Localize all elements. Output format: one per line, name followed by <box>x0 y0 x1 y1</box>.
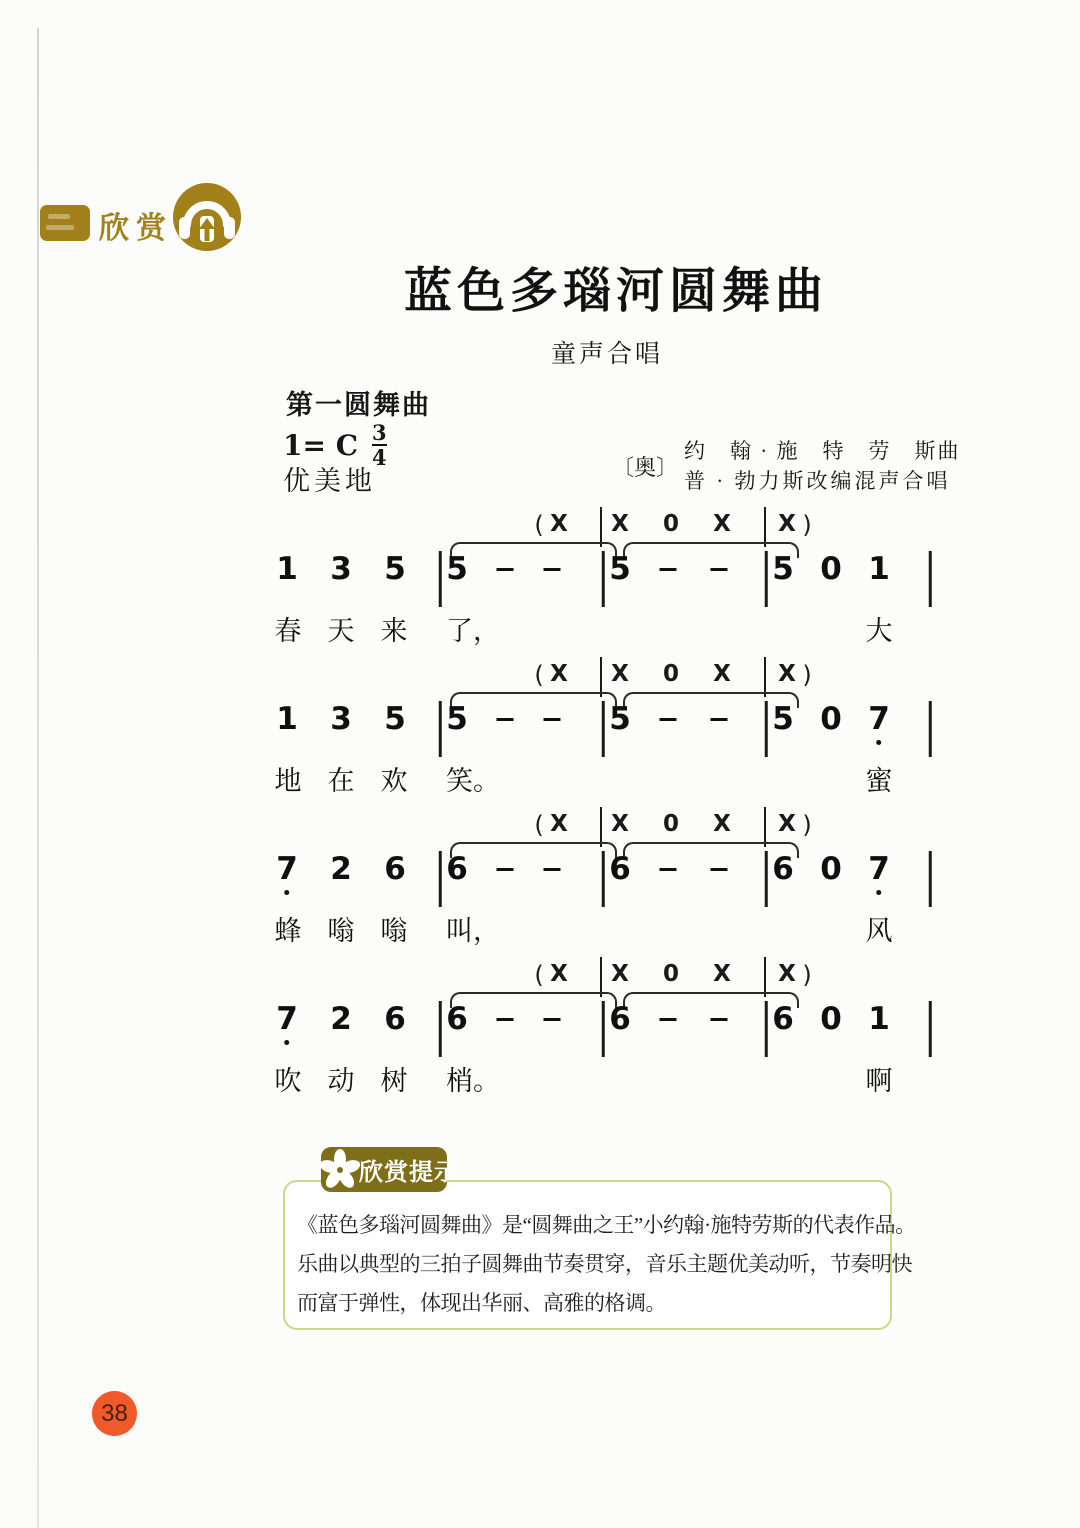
perc-token: 0 <box>662 961 680 987</box>
perc-token: X <box>550 661 568 687</box>
perc-token: 0 <box>662 511 680 537</box>
dash-note <box>497 568 514 571</box>
hint-badge-label: 欣赏提示 <box>359 1159 459 1186</box>
dash-note <box>711 568 728 571</box>
hint-line: 而富于弹性，体现出华丽、高雅的格调。 <box>297 1291 666 1315</box>
perc-token: X <box>550 511 568 537</box>
perc-barline <box>764 807 766 847</box>
dash-note <box>660 1018 677 1021</box>
score-system-3 <box>0 805 1080 955</box>
barline <box>929 1001 932 1057</box>
perc-token: X <box>611 511 629 537</box>
note: 0 <box>820 851 842 887</box>
dash-note <box>497 1018 514 1021</box>
appreciation-label: 欣赏 <box>99 212 173 245</box>
lyric: 天 <box>327 616 355 646</box>
perc-barline <box>764 957 766 997</box>
note: 6 <box>446 851 468 887</box>
perc-token: X <box>778 811 796 837</box>
perc-token: ) <box>802 961 812 989</box>
perc-token: X <box>550 811 568 837</box>
lyric: 蜂 <box>274 916 302 946</box>
dash-note <box>497 718 514 721</box>
note: 5 <box>772 701 794 737</box>
perc-token: 0 <box>662 811 680 837</box>
note: 6 <box>446 1001 468 1037</box>
barline <box>765 551 768 607</box>
note: 5 <box>446 551 468 587</box>
note: 7 <box>276 851 298 887</box>
lyric: 风 <box>865 916 893 946</box>
barline <box>929 551 932 607</box>
song-title: 蓝色多瑙河圆舞曲 <box>404 265 829 318</box>
barline <box>765 851 768 907</box>
note: 5 <box>609 551 631 587</box>
dash-note <box>497 868 514 871</box>
perc-token: ( <box>534 961 544 989</box>
barline <box>602 701 605 757</box>
composer-line1: 约 翰 · 施 特 劳 斯曲 <box>684 439 961 463</box>
note: 7 <box>276 1001 298 1037</box>
perc-barline <box>600 507 602 547</box>
hint-line: 乐曲以典型的三拍子圆舞曲节奏贯穿，音乐主题优美动听，节奏明快 <box>297 1252 912 1276</box>
lyric: 了， <box>445 616 500 646</box>
dash-note <box>711 1018 728 1021</box>
perc-token: ) <box>802 661 812 689</box>
dash-note <box>544 868 561 871</box>
tie-arc <box>450 542 617 558</box>
perc-token: 0 <box>662 661 680 687</box>
note: 6 <box>609 1001 631 1037</box>
perc-token: X <box>611 661 629 687</box>
barline <box>929 701 932 757</box>
note: 6 <box>772 1001 794 1037</box>
perc-token: ( <box>534 811 544 839</box>
dash-note <box>544 1018 561 1021</box>
note: 6 <box>609 851 631 887</box>
lyric: 动 <box>327 1066 355 1096</box>
note: 3 <box>330 701 352 737</box>
note: 5 <box>384 701 406 737</box>
perc-token: X <box>611 961 629 987</box>
note: 2 <box>330 1001 352 1037</box>
barline <box>602 1001 605 1057</box>
perc-token: X <box>550 961 568 987</box>
perc-token: X <box>778 961 796 987</box>
lyric: 叫， <box>445 916 500 946</box>
barline <box>439 1001 442 1057</box>
note: 0 <box>820 1001 842 1037</box>
lyric: 在 <box>327 766 355 796</box>
lyric: 吹 <box>274 1066 302 1096</box>
perc-token: X <box>713 811 731 837</box>
dash-note <box>544 568 561 571</box>
lyric: 嗡 <box>380 916 408 946</box>
flag-block <box>40 205 90 241</box>
barline <box>602 851 605 907</box>
time-signature: $\frac{3}{4}$ <box>371 420 387 470</box>
barline <box>602 551 605 607</box>
tie-arc <box>450 992 617 1008</box>
lyric: 大 <box>865 616 893 646</box>
composer-origin: 〔奥〕 <box>612 454 679 480</box>
composer-line2: 普 · 勃力斯改编混声合唱 <box>684 469 951 493</box>
lyric: 嗡 <box>327 916 355 946</box>
note: 6 <box>772 851 794 887</box>
note: 0 <box>820 701 842 737</box>
barline <box>765 701 768 757</box>
note: 5 <box>446 701 468 737</box>
barline <box>439 701 442 757</box>
perc-barline <box>764 507 766 547</box>
perc-barline <box>600 657 602 697</box>
lyric: 地 <box>274 766 302 796</box>
dash-note <box>660 568 677 571</box>
note: 3 <box>330 551 352 587</box>
dash-note <box>660 718 677 721</box>
score-system-4 <box>0 955 1080 1105</box>
tie-arc <box>450 842 617 858</box>
song-subtitle: 童声合唱 <box>551 341 664 368</box>
tempo-marking: 优美地 <box>283 466 376 496</box>
key-text: 1= C <box>283 428 358 462</box>
lyric: 笑。 <box>445 766 500 796</box>
movement-heading: 第一圆舞曲 <box>286 390 431 420</box>
perc-token: X <box>713 961 731 987</box>
perc-barline <box>600 807 602 847</box>
lyric: 来 <box>380 616 408 646</box>
perc-token: X <box>713 511 731 537</box>
perc-token: ( <box>534 661 544 689</box>
note: 1 <box>868 1001 890 1037</box>
note: 2 <box>330 851 352 887</box>
hint-badge <box>321 1147 459 1192</box>
perc-token: ( <box>534 511 544 539</box>
perc-token: X <box>778 511 796 537</box>
note: 6 <box>384 1001 406 1037</box>
tie-arc <box>450 692 617 708</box>
note: 7 <box>868 701 890 737</box>
note: 7 <box>868 851 890 887</box>
dash-note <box>544 718 561 721</box>
score-system-2 <box>0 655 1080 805</box>
perc-barline <box>764 657 766 697</box>
lyric: 啊 <box>865 1066 893 1096</box>
hint-line: 《蓝色多瑙河圆舞曲》是“圆舞曲之王”小约翰·施特劳斯的代表作品。 <box>297 1213 916 1237</box>
headphone-icon <box>172 182 242 252</box>
perc-barline <box>600 957 602 997</box>
note: 1 <box>868 551 890 587</box>
flower-icon <box>319 1149 361 1191</box>
note: 5 <box>609 701 631 737</box>
perc-token: ) <box>802 511 812 539</box>
perc-token: X <box>778 661 796 687</box>
note: 0 <box>820 551 842 587</box>
barline <box>765 1001 768 1057</box>
lyric: 春 <box>274 616 302 646</box>
hint-text <box>297 1206 916 1323</box>
page-number-badge: 38 <box>92 1391 137 1436</box>
barline <box>929 851 932 907</box>
dash-note <box>711 868 728 871</box>
note: 1 <box>276 701 298 737</box>
note: 5 <box>384 551 406 587</box>
barline <box>439 551 442 607</box>
dash-note <box>660 868 677 871</box>
perc-token: ) <box>802 811 812 839</box>
lyric: 欢 <box>380 766 408 796</box>
perc-token: X <box>713 661 731 687</box>
lyric: 树 <box>380 1066 408 1096</box>
lyric: 梢。 <box>445 1066 500 1096</box>
composer-block <box>612 436 961 496</box>
perc-token: X <box>611 811 629 837</box>
note: 1 <box>276 551 298 587</box>
note: 6 <box>384 851 406 887</box>
note: 5 <box>772 551 794 587</box>
score-system-1 <box>0 505 1080 655</box>
barline <box>439 851 442 907</box>
dash-note <box>711 718 728 721</box>
lyric: 蜜 <box>865 766 893 796</box>
